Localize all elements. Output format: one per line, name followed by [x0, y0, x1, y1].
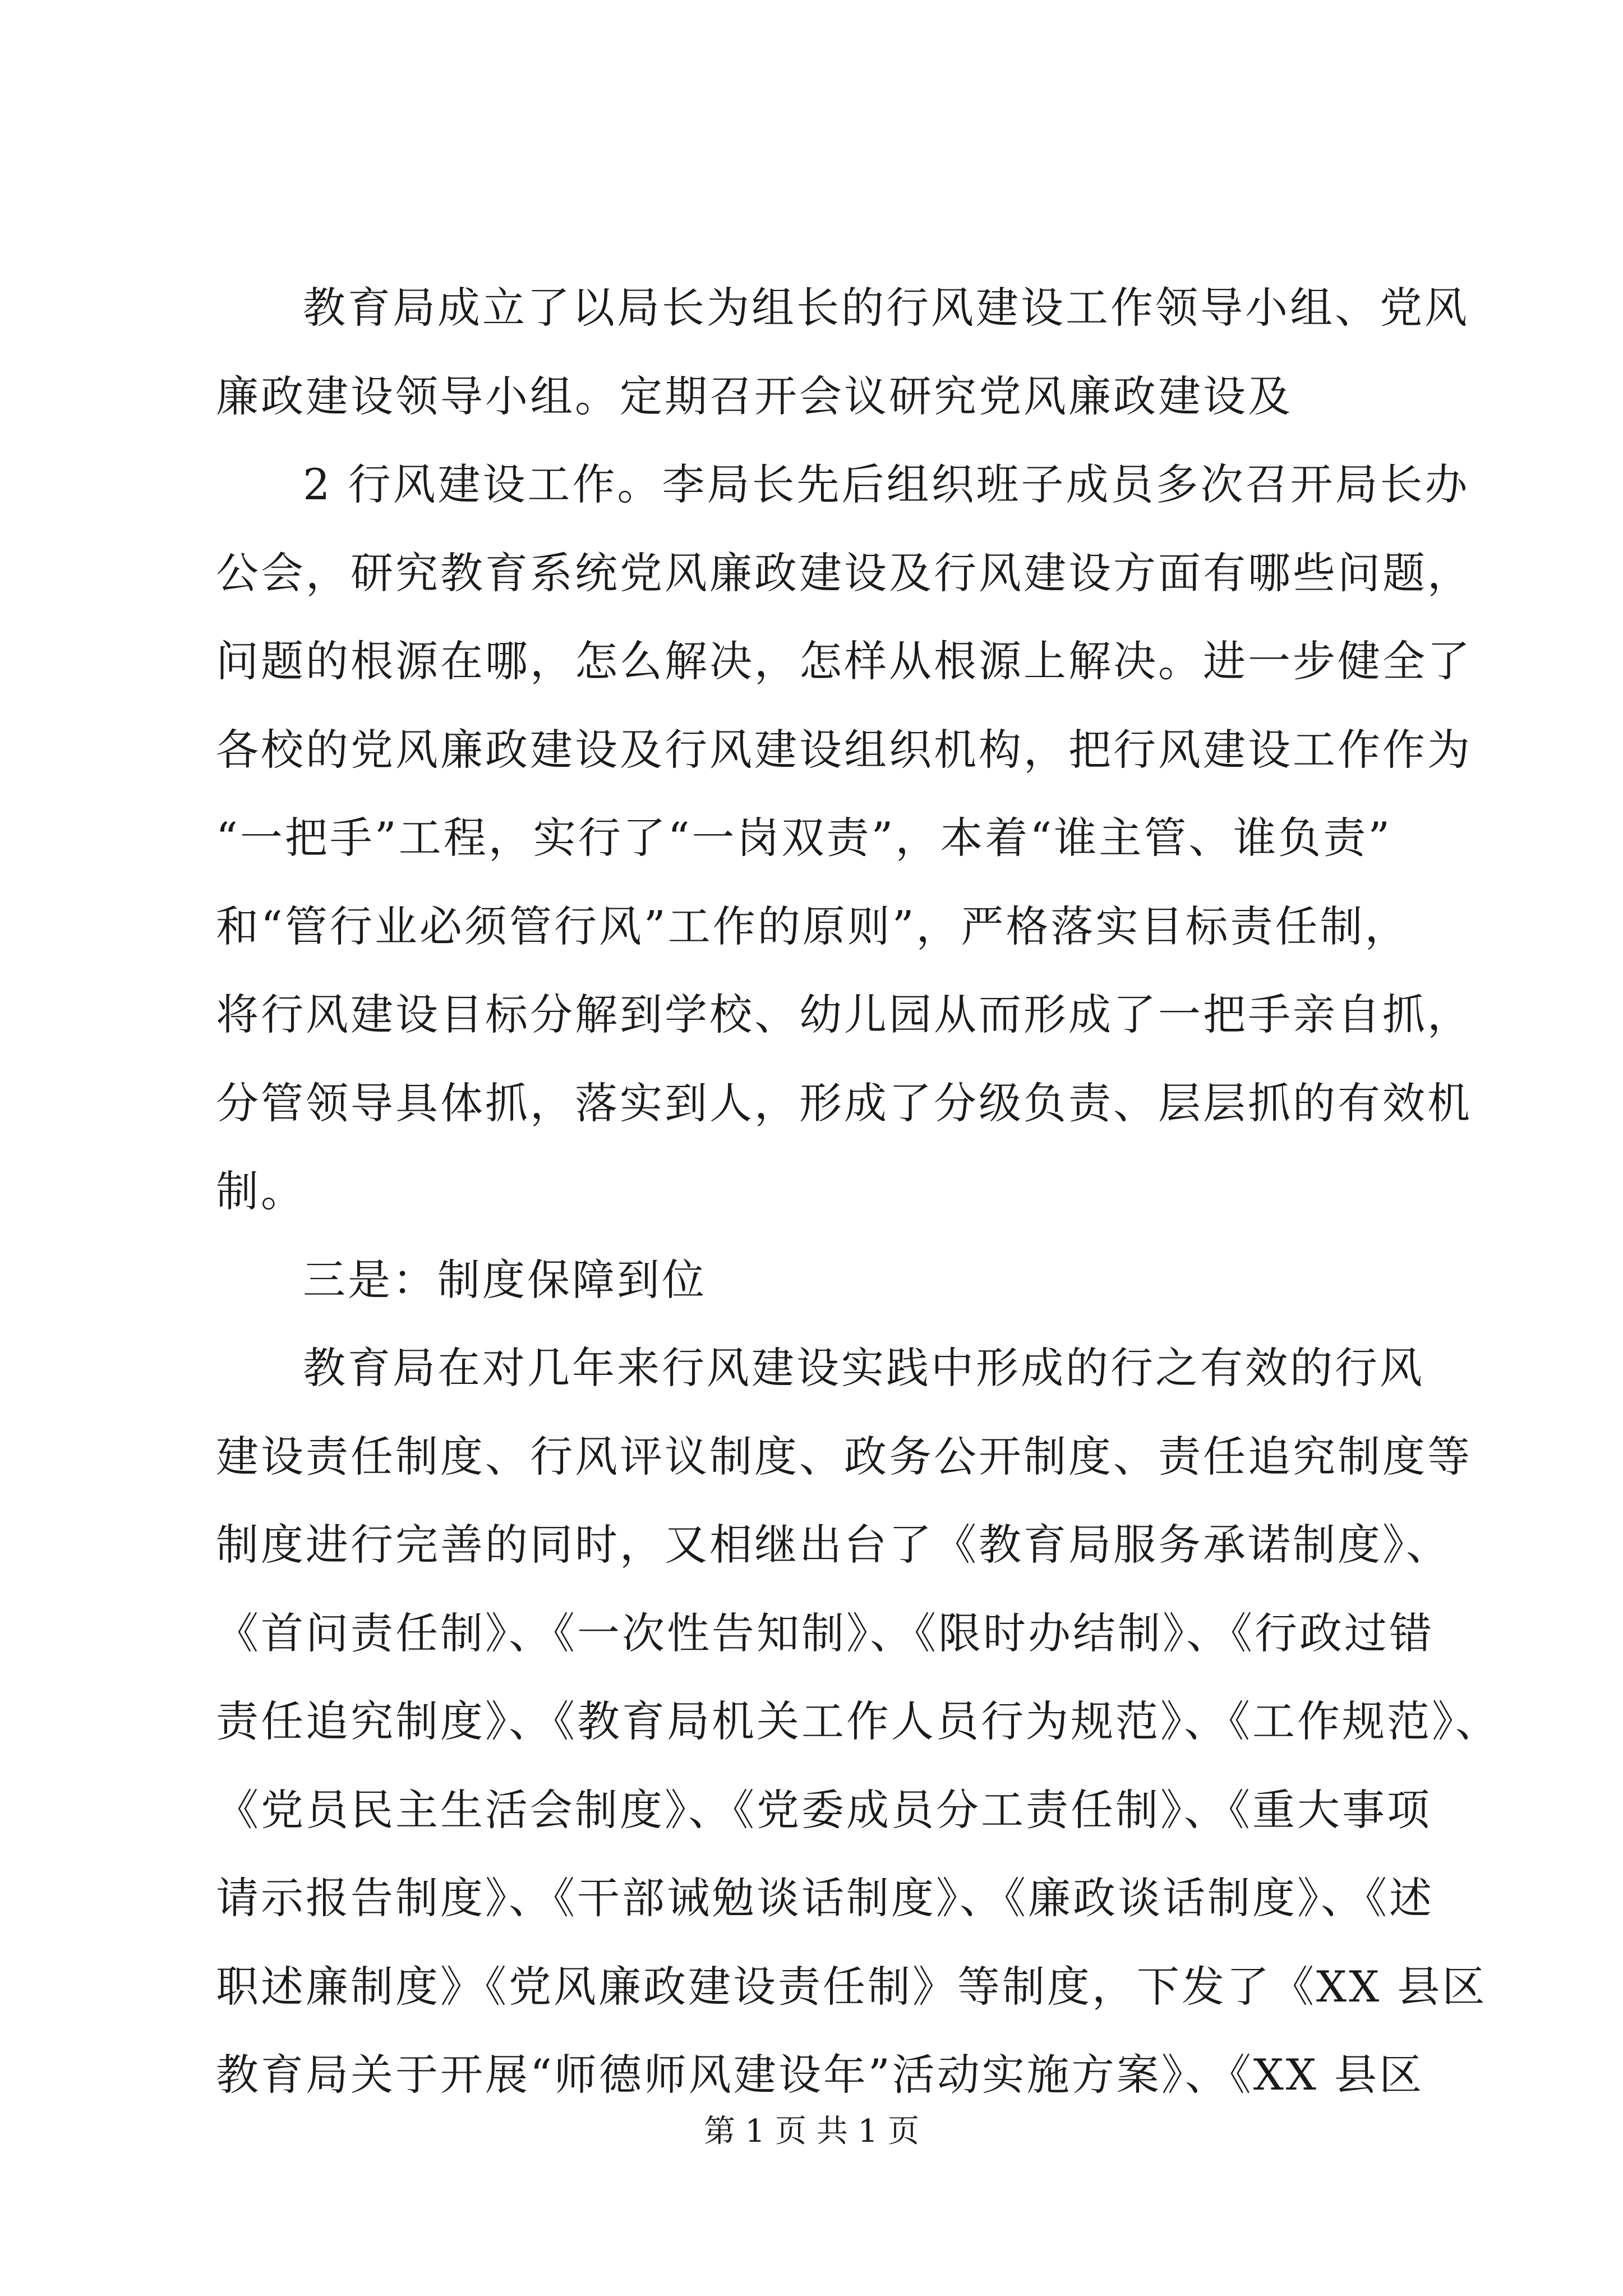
paragraph-line: 教育局成立了以局长为组长的行风建设工作领导小组、党风 — [303, 283, 1469, 333]
paragraph-line: “一把手”工程，实行了“一岗双责”，本着“谁主管、谁负责” — [216, 813, 1393, 863]
paragraph-line: 《首问责任制》、《一次性告知制》、《限时办结制》、《行政过错 — [216, 1608, 1434, 1658]
page-footer: 第 1 页 共 1 页 — [703, 2113, 920, 2150]
paragraph-line: 责任追究制度》、《教育局机关工作人员行为规范》、《工作规范》、 — [216, 1696, 1500, 1746]
paragraph-line: 教育局关于开展“师德师风建设年”活动实施方案》、《XX 县区 — [216, 2050, 1424, 2100]
section-heading: 三是：制度保障到位 — [303, 1254, 707, 1305]
paragraph-line: 问题的根源在哪，怎么解决，怎样从根源上解决。进一步健全了 — [216, 636, 1472, 686]
document-body — [216, 264, 1500, 2119]
paragraph-line: 《党员民主生活会制度》、《党委成员分工责任制》、《重大事项 — [216, 1784, 1432, 1835]
paragraph-line: 职述廉制度》《党风廉政建设责任制》等制度，下发了《XX 县区 — [216, 1961, 1487, 2012]
paragraph-line: 制度进行完善的同时，又相继出台了《教育局服务承诺制度》、 — [216, 1520, 1451, 1570]
paragraph-line: 2 行风建设工作。李局长先后组织班子成员多次召开局长办 — [303, 459, 1470, 509]
paragraph-line: 建设责任制度、行风评议制度、政务公开制度、责任追究制度等 — [216, 1431, 1472, 1481]
paragraph-line: 请示报告制度》、《干部诫勉谈话制度》、《廉政谈话制度》、《述 — [216, 1873, 1434, 1923]
paragraph-line: 教育局在对几年来行风建设实践中形成的行之有效的行风 — [303, 1343, 1424, 1393]
paragraph-line: 制。 — [216, 1166, 306, 1216]
paragraph-line: 公会，研究教育系统党风廉政建设及行风建设方面有哪些问题， — [216, 547, 1472, 598]
paragraph-line: 各校的党风廉政建设及行风建设组织机构，把行风建设工作作为 — [216, 724, 1472, 775]
paragraph-line: 和“管行业必须管行风”工作的原则”，严格落实目标责任制， — [216, 901, 1410, 951]
paragraph-line: 将行风建设目标分解到学校、幼儿园从而形成了一把手亲自抓， — [216, 990, 1472, 1039]
paragraph-line: 分管领导具体抓，落实到人，形成了分级负责、层层抓的有效机 — [216, 1078, 1472, 1128]
paragraph-line: 廉政建设领导小组。定期召开会议研究党风廉政建设及 — [216, 371, 1293, 421]
